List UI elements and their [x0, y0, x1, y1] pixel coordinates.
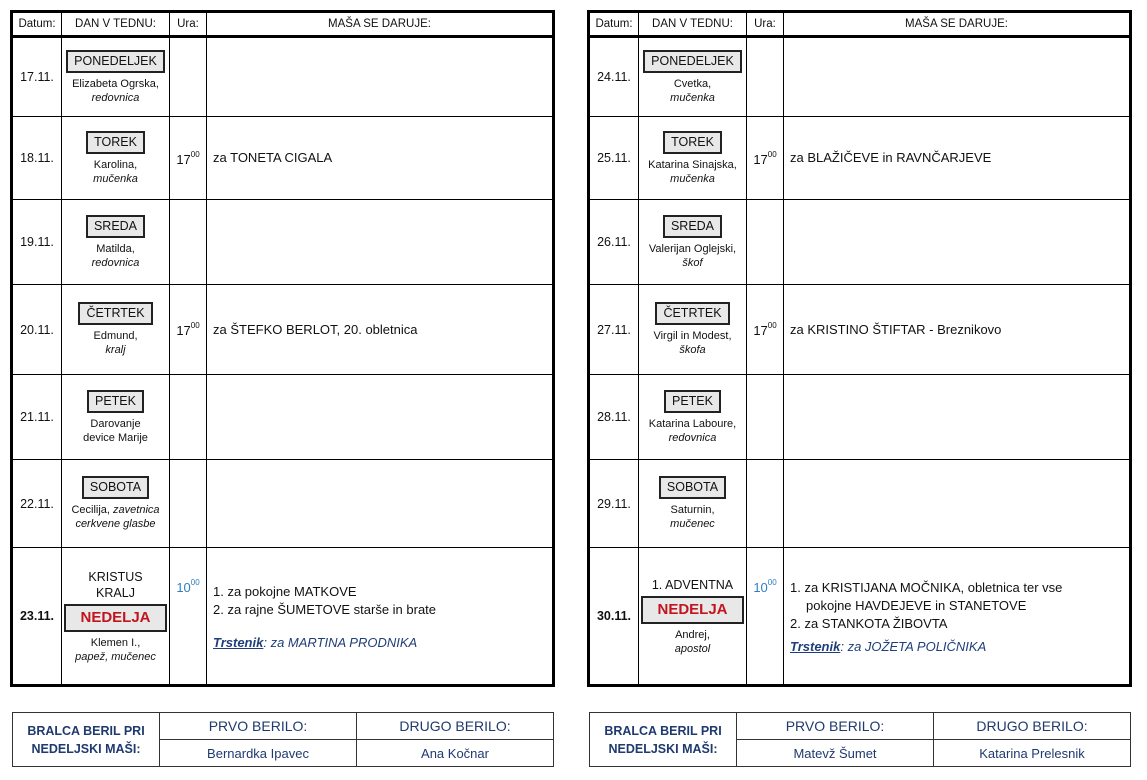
saint-name: Klemen I., [90, 636, 141, 649]
time-hour: 10 [176, 580, 191, 595]
schedule-table-week-2 [587, 10, 1132, 687]
saint-title: mučenka [670, 91, 715, 104]
table-row [12, 37, 554, 117]
mass-intention: za TONETA CIGALA [213, 150, 333, 165]
table-row [589, 37, 1131, 117]
table-row [12, 375, 554, 460]
time-cell [170, 375, 207, 460]
second-reading-header: DRUGO BERILO: [357, 713, 554, 740]
day-cell [639, 285, 747, 375]
table-row [589, 460, 1131, 548]
header-day: DAN V TEDNU: [62, 12, 170, 37]
date-cell: 28.11. [589, 375, 639, 460]
mass-cell [207, 200, 554, 285]
second-reader: Ana Kočnar [357, 740, 554, 767]
date-cell: 30.11. [589, 548, 639, 686]
time-hour: 10 [753, 580, 768, 595]
trstenik-note [213, 635, 552, 650]
header-date: Datum: [12, 12, 62, 37]
mass-intention: 1. za pokojne MATKOVE [213, 583, 357, 599]
time-minutes: 00 [767, 149, 777, 159]
mass-cell [207, 285, 554, 375]
mass-cell [207, 37, 554, 117]
first-reader: Matevž Šumet [737, 740, 934, 767]
feast-line-2: KRALJ [96, 585, 135, 600]
mass-intention: 2. za rajne ŠUMETOVE starše in brate [213, 601, 437, 617]
date-cell: 25.11. [589, 117, 639, 200]
date-cell: 22.11. [12, 460, 62, 548]
saint-title: mučenka [93, 172, 138, 185]
saint-title: redovnica [91, 91, 140, 104]
day-cell [62, 200, 170, 285]
saint-name: Katarina Laboure, [648, 417, 737, 430]
mass-cell [784, 375, 1131, 460]
time-minutes: 00 [190, 149, 200, 159]
mass-cell [784, 200, 1131, 285]
time-hour: 17 [753, 151, 768, 167]
day-badge: ČETRTEK [655, 302, 729, 325]
saint-name-2: device Marije [83, 431, 148, 444]
day-badge-sunday: NEDELJA [64, 604, 166, 632]
table-row [589, 200, 1131, 285]
saint-name: Saturnin, [670, 504, 715, 516]
trstenik-note [790, 639, 1129, 654]
day-badge: PONEDELJEK [66, 50, 165, 73]
header-mass: MAŠA SE DARUJE: [207, 12, 554, 37]
date-cell: 24.11. [589, 37, 639, 117]
header-row [589, 12, 1131, 37]
trstenik-text: : za MARTINA PRODNIKA [263, 634, 418, 650]
day-badge: TOREK [663, 131, 722, 154]
time-cell [747, 375, 784, 460]
header-mass: MAŠA SE DARUJE: [784, 12, 1131, 37]
mass-cell [784, 548, 1131, 686]
readers-table-week-2 [589, 712, 1131, 767]
day-badge-sunday: NEDELJA [641, 596, 743, 624]
mass-intention: za ŠTEFKO BERLOT, 20. obletnica [213, 321, 418, 337]
saint-name: Karolina, [93, 158, 138, 171]
mass-intention: za KRISTINO ŠTIFTAR - Breznikovo [790, 321, 1002, 337]
table-row [12, 117, 554, 200]
readers-label-line-1: BRALCA BERIL PRI [604, 723, 722, 738]
mass-cell [784, 37, 1131, 117]
day-badge: SOBOTA [659, 476, 726, 499]
mass-cell [784, 460, 1131, 548]
time-cell [747, 37, 784, 117]
date-cell: 23.11. [12, 548, 62, 686]
date-cell: 26.11. [589, 200, 639, 285]
saint-name [62, 503, 169, 517]
feast-line-1: KRISTUS [88, 569, 143, 584]
time-minutes: 00 [190, 578, 200, 587]
day-badge: SREDA [86, 215, 145, 238]
time-cell [170, 200, 207, 285]
header-date: Datum: [589, 12, 639, 37]
day-badge: PETEK [87, 390, 144, 413]
feast-name [62, 569, 169, 601]
first-reader: Bernardka Ipavec [160, 740, 357, 767]
day-badge: SOBOTA [82, 476, 149, 499]
day-cell [62, 548, 170, 686]
mass-cell [207, 460, 554, 548]
mass-cell [207, 375, 554, 460]
header-time: Ura: [170, 12, 207, 37]
saint-title: mučenec [670, 518, 715, 530]
day-badge: ČETRTEK [78, 302, 152, 325]
time-cell [170, 548, 207, 686]
day-cell [639, 117, 747, 200]
header-row [12, 12, 554, 37]
time-hour: 17 [176, 323, 191, 338]
mass-cell [207, 548, 554, 686]
date-cell: 20.11. [12, 285, 62, 375]
table-row [589, 285, 1131, 375]
day-badge: TOREK [86, 131, 145, 154]
saint-title: apostol [674, 642, 711, 655]
saint-name: Andrej, [675, 628, 710, 641]
saint-name-text: Cecilija, [71, 504, 110, 516]
second-reader: Katarina Prelesnik [934, 740, 1131, 767]
mass-intention: 2. za STANKOTA ŽIBOVTA [790, 615, 948, 631]
day-cell [62, 37, 170, 117]
first-reading-header: PRVO BERILO: [737, 713, 934, 740]
saint-title: škof [682, 256, 703, 269]
header-time: Ura: [747, 12, 784, 37]
table-row-sunday [12, 548, 554, 686]
day-cell [639, 375, 747, 460]
saint-title: kralj [105, 344, 126, 356]
saint-name: Matilda, [96, 242, 135, 255]
saint-name: Cvetka, [673, 77, 712, 90]
saint-name: Virgil in Modest, [653, 330, 732, 342]
saint-title: mučenka [670, 172, 715, 185]
time-cell [747, 200, 784, 285]
first-reading-header: PRVO BERILO: [160, 713, 357, 740]
day-badge: SREDA [663, 215, 722, 238]
day-cell [639, 548, 747, 686]
date-cell: 17.11. [12, 37, 62, 117]
table-row-sunday [589, 548, 1131, 686]
saint-name: Katarina Sinajska, [648, 158, 737, 171]
mass-intention-continued: pokojne HAVDEJEVE in STANETOVE [806, 597, 1027, 613]
trstenik-text: : za JOŽETA POLIČNIKA [840, 638, 987, 654]
day-cell [639, 460, 747, 548]
table-row [589, 117, 1131, 200]
time-cell [747, 285, 784, 375]
mass-intention: za BLAŽIČEVE in RAVNČARJEVE [790, 150, 992, 165]
day-cell [62, 285, 170, 375]
time-cell [170, 460, 207, 548]
trstenik-label: Trstenik [213, 634, 264, 650]
readers-label [13, 713, 160, 767]
time-cell [170, 285, 207, 375]
date-cell: 27.11. [589, 285, 639, 375]
readers-table-week-1 [12, 712, 554, 767]
time-cell [747, 117, 784, 200]
day-cell [62, 460, 170, 548]
mass-cell [207, 117, 554, 200]
time-cell [747, 548, 784, 686]
day-badge: PONEDELJEK [643, 50, 742, 73]
table-row [12, 460, 554, 548]
date-cell: 18.11. [12, 117, 62, 200]
feast-name: 1. ADVENTNA [651, 577, 734, 592]
mass-cell [784, 117, 1131, 200]
time-minutes: 00 [767, 321, 777, 330]
day-badge: PETEK [664, 390, 721, 413]
schedule-table-week-1 [10, 10, 555, 687]
second-reading-header: DRUGO BERILO: [934, 713, 1131, 740]
day-cell [639, 37, 747, 117]
table-row [12, 200, 554, 285]
saint-name: Edmund, [93, 330, 138, 342]
readers-label [590, 713, 737, 767]
saint-name: Darovanje [90, 417, 141, 430]
time-hour: 17 [176, 151, 191, 167]
day-cell [639, 200, 747, 285]
date-cell: 29.11. [589, 460, 639, 548]
table-row [589, 375, 1131, 460]
time-cell [170, 117, 207, 200]
readers-label-line-1: BRALCA BERIL PRI [27, 723, 145, 738]
date-cell: 19.11. [12, 200, 62, 285]
saint-name: Valerijan Oglejski, [648, 242, 737, 255]
time-minutes: 00 [190, 321, 200, 330]
header-day: DAN V TEDNU: [639, 12, 747, 37]
readers-label-line-2: NEDELJSKI MAŠI: [31, 741, 141, 756]
time-cell [170, 37, 207, 117]
trstenik-label: Trstenik [790, 638, 841, 654]
saint-title: cerkvene glasbe [75, 518, 156, 530]
readers-label-line-2: NEDELJSKI MAŠI: [608, 741, 718, 756]
saint-title: redovnica [91, 256, 140, 269]
day-cell [62, 375, 170, 460]
saint-name: Elizabeta Ogrska, [72, 77, 159, 90]
mass-cell [784, 285, 1131, 375]
time-hour: 17 [753, 323, 768, 338]
mass-intention: 1. za KRISTIJANA MOČNIKA, obletnica ter vse [790, 579, 1063, 595]
date-cell: 21.11. [12, 375, 62, 460]
saint-title: škofa [679, 344, 706, 356]
time-minutes: 00 [767, 578, 777, 587]
saint-title-inline: zavetnica [113, 504, 160, 516]
day-cell [62, 117, 170, 200]
saint-title: papež, mučenec [75, 650, 156, 663]
time-cell [747, 460, 784, 548]
saint-title: redovnica [668, 431, 717, 444]
table-row [12, 285, 554, 375]
